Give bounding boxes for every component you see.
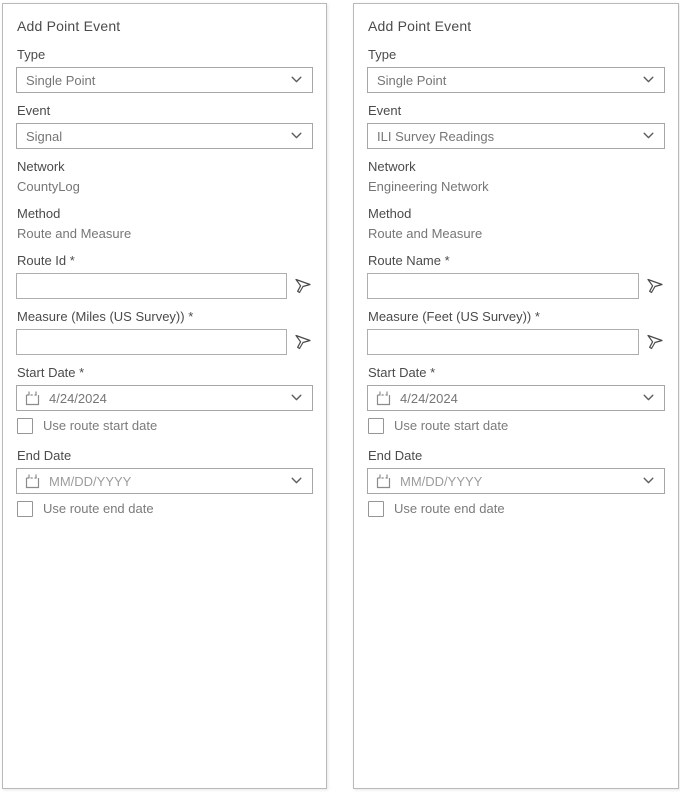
calendar-icon (24, 473, 41, 490)
network-field (367, 159, 665, 195)
use-route-start-date-checkbox[interactable] (368, 418, 384, 434)
method-label: Method (368, 206, 412, 221)
pane-title: Add Point Event (368, 18, 472, 34)
event-dropdown-value: Signal (26, 128, 63, 144)
use-route-start-date-checkbox[interactable] (17, 418, 33, 434)
use-route-start-date-row[interactable] (368, 418, 665, 434)
event-label: Event (368, 103, 402, 118)
chevron-down-icon (291, 132, 302, 140)
start-date-field (367, 365, 665, 411)
end-date-label: End Date (368, 448, 423, 463)
chevron-down-icon (643, 394, 654, 402)
use-route-end-date-row[interactable] (17, 501, 313, 517)
select-arrow-icon[interactable] (645, 276, 665, 296)
method-field (16, 206, 313, 242)
add-point-event-pane-right (353, 3, 679, 789)
event-dropdown[interactable] (16, 123, 313, 149)
pane-title: Add Point Event (17, 18, 121, 34)
chevron-down-icon (291, 394, 302, 402)
select-arrow-icon[interactable] (293, 332, 313, 352)
use-route-end-date-checkbox[interactable] (17, 501, 33, 517)
measure-input[interactable] (16, 329, 287, 355)
start-date-field (16, 365, 313, 411)
type-dropdown-value: Single Point (26, 72, 96, 88)
method-value: Route and Measure (368, 226, 483, 241)
network-field (16, 159, 313, 195)
measure-field (16, 309, 313, 355)
chevron-down-icon (291, 76, 302, 84)
event-dropdown[interactable] (367, 123, 665, 149)
type-dropdown-value: Single Point (377, 72, 447, 88)
route-label: Route Id * (17, 253, 75, 268)
end-date-placeholder: MM/DD/YYYY (400, 473, 483, 489)
start-date-value: 4/24/2024 (400, 390, 458, 406)
start-date-picker[interactable] (367, 385, 665, 411)
select-arrow-icon[interactable] (293, 276, 313, 296)
use-route-end-date-row[interactable] (368, 501, 665, 517)
use-route-end-date-checkbox[interactable] (368, 501, 384, 517)
use-route-start-date-label: Use route start date (43, 418, 158, 433)
start-date-picker[interactable] (16, 385, 313, 411)
route-input[interactable] (367, 273, 639, 299)
end-date-picker[interactable] (367, 468, 665, 494)
method-label: Method (17, 206, 61, 221)
type-dropdown[interactable] (367, 67, 665, 93)
type-field (16, 47, 313, 93)
event-dropdown-value: ILI Survey Readings (377, 128, 495, 144)
measure-label: Measure (Feet (US Survey)) * (368, 309, 540, 324)
use-route-start-date-row[interactable] (17, 418, 313, 434)
event-field (367, 103, 665, 149)
type-dropdown[interactable] (16, 67, 313, 93)
method-field (367, 206, 665, 242)
measure-field (367, 309, 665, 355)
chevron-down-icon (291, 477, 302, 485)
start-date-value: 4/24/2024 (49, 390, 107, 406)
calendar-icon (375, 473, 392, 490)
calendar-icon (375, 390, 392, 407)
type-label: Type (368, 47, 397, 62)
network-label: Network (368, 159, 416, 174)
end-date-placeholder: MM/DD/YYYY (49, 473, 132, 489)
end-date-picker[interactable] (16, 468, 313, 494)
type-field (367, 47, 665, 93)
end-date-field (16, 448, 313, 494)
measure-input[interactable] (367, 329, 639, 355)
start-date-label: Start Date * (368, 365, 436, 380)
add-point-event-pane-left (2, 3, 327, 789)
event-field (16, 103, 313, 149)
end-date-label: End Date (17, 448, 72, 463)
network-label: Network (17, 159, 65, 174)
chevron-down-icon (643, 132, 654, 140)
start-date-label: Start Date * (17, 365, 85, 380)
use-route-end-date-label: Use route end date (394, 501, 505, 516)
chevron-down-icon (643, 76, 654, 84)
network-value: CountyLog (17, 179, 80, 194)
select-arrow-icon[interactable] (645, 332, 665, 352)
end-date-field (367, 448, 665, 494)
measure-label: Measure (Miles (US Survey)) * (17, 309, 194, 324)
route-label: Route Name * (368, 253, 450, 268)
chevron-down-icon (643, 477, 654, 485)
use-route-start-date-label: Use route start date (394, 418, 509, 433)
route-input[interactable] (16, 273, 287, 299)
use-route-end-date-label: Use route end date (43, 501, 154, 516)
route-field (367, 253, 665, 299)
route-field (16, 253, 313, 299)
event-label: Event (17, 103, 51, 118)
method-value: Route and Measure (17, 226, 132, 241)
type-label: Type (17, 47, 46, 62)
network-value: Engineering Network (368, 179, 489, 194)
calendar-icon (24, 390, 41, 407)
